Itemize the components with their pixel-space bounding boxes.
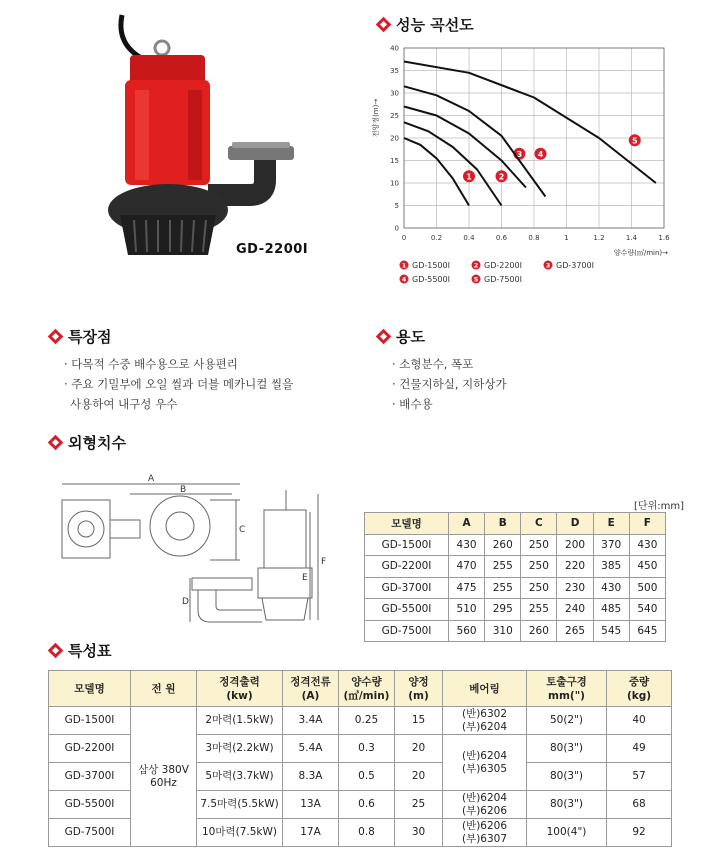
specs-heading: [50, 640, 111, 661]
diamond-icon: [48, 329, 64, 345]
features-heading-text: 특장점: [68, 328, 112, 346]
cell: 370: [593, 534, 629, 556]
usage-item: · 소형분수, 폭포: [392, 357, 474, 371]
spec-col-weight-1: 중량: [628, 675, 650, 688]
cell-output: 10마력(7.5kW): [197, 819, 283, 847]
cell-outlet: 100(4"): [527, 819, 607, 847]
series-line: [404, 122, 502, 205]
dim-label-e: E: [302, 573, 308, 583]
y-tick-label: 20: [390, 134, 399, 143]
table-row: [49, 707, 672, 735]
cell-outlet: 80(3"): [527, 763, 607, 791]
table-header-row: [49, 671, 672, 707]
features-list: [64, 354, 293, 414]
cell-flow: 0.3: [339, 735, 395, 763]
cell: 220: [557, 556, 593, 578]
spec-col-bearing: 베어링: [443, 671, 527, 707]
dimension-table: [364, 512, 666, 642]
cell: 250: [521, 534, 557, 556]
bearing-line: (부)6307: [461, 832, 508, 845]
x-tick-label: 1: [564, 234, 569, 242]
table-header-row: [365, 513, 666, 535]
cell-model: GD-5500Ⅰ: [49, 791, 131, 819]
cell-bearing: [443, 707, 527, 735]
cell-bearing: [443, 735, 527, 791]
cell: 475: [449, 577, 485, 599]
cell-head: 20: [395, 735, 443, 763]
series-marker-label: 3: [516, 149, 523, 159]
series-marker-label: 2: [498, 172, 505, 182]
spec-col-output: [197, 671, 283, 707]
cell: 260: [485, 534, 521, 556]
legend-marker-label: 3: [545, 261, 551, 270]
x-axis-label: 양수량(㎥/min)→: [613, 249, 668, 257]
x-tick-label: 0.2: [430, 234, 443, 242]
cell-head: 20: [395, 763, 443, 791]
bearing-line: (반)6204: [461, 791, 508, 804]
bearing-line: (부)6206: [461, 804, 508, 817]
series-marker-label: 1: [466, 172, 472, 182]
spec-col-weight: [607, 671, 672, 707]
diamond-icon: [48, 643, 64, 659]
cell-head: 25: [395, 791, 443, 819]
cell-power: [131, 707, 197, 847]
cell: 645: [629, 620, 665, 642]
cell-weight: 57: [607, 763, 672, 791]
cell: 560: [449, 620, 485, 642]
y-tick-label: 25: [390, 112, 399, 120]
spec-col-flow-2: (㎥/min): [343, 689, 390, 702]
legend-marker-label: 4: [401, 275, 407, 284]
cell-weight: 40: [607, 707, 672, 735]
spec-col-outlet: [527, 671, 607, 707]
series-line: [404, 86, 545, 196]
table-row: [365, 599, 666, 621]
cell-output: 2마력(1.5kW): [197, 707, 283, 735]
series-marker-label: 4: [537, 149, 544, 159]
diamond-icon: [48, 435, 64, 451]
spec-col-current-2: (A): [301, 689, 320, 702]
dimension-drawing: [40, 470, 340, 640]
cell: 295: [485, 599, 521, 621]
cell: 430: [593, 577, 629, 599]
cell: 260: [521, 620, 557, 642]
spec-table: [48, 670, 672, 847]
cell: 470: [449, 556, 485, 578]
y-tick-label: 30: [390, 89, 399, 98]
dim-col-b: B: [485, 513, 521, 535]
unit-label: [단위:mm]: [634, 501, 684, 512]
cell: GD-2200Ⅰ: [365, 556, 449, 578]
x-tick-label: 1.2: [593, 234, 605, 242]
cell: 510: [449, 599, 485, 621]
cell-flow: 0.8: [339, 819, 395, 847]
diamond-icon: [376, 329, 392, 345]
cell: 200: [557, 534, 593, 556]
pump-photo: [100, 10, 330, 270]
bearing-line: (부)6204: [461, 720, 508, 733]
spec-col-head-1: 양정: [408, 675, 429, 688]
legend-entry: GD-3700Ⅰ: [556, 261, 594, 270]
spec-col-model: 모델명: [49, 671, 131, 707]
cell-flow: 0.6: [339, 791, 395, 819]
cell-model: GD-2200Ⅰ: [49, 735, 131, 763]
dim-label-b: B: [180, 485, 187, 495]
feature-item: · 주요 기밀부에 오일 씰과 더블 메카니컬 씰을: [64, 377, 294, 391]
pump-model-label: GD-2200Ⅰ: [236, 242, 309, 257]
features-heading: [50, 326, 111, 347]
dim-col-e: E: [593, 513, 629, 535]
cell: 230: [557, 577, 593, 599]
cell-outlet: 80(3"): [527, 735, 607, 763]
usage-item: · 배수용: [392, 397, 433, 411]
cell-head: 15: [395, 707, 443, 735]
cell-weight: 49: [607, 735, 672, 763]
cell-weight: 92: [607, 819, 672, 847]
cell-output: 5마력(3.7kW): [197, 763, 283, 791]
x-tick-label: 1.4: [625, 234, 638, 242]
cell-current: 8.3A: [283, 763, 339, 791]
legend-marker-label: 2: [473, 261, 479, 270]
cell: GD-1500Ⅰ: [365, 534, 449, 556]
dim-label-f: F: [321, 557, 327, 567]
spec-col-head: [395, 671, 443, 707]
table-row: [365, 534, 666, 556]
cell-model: GD-7500Ⅰ: [49, 819, 131, 847]
table-row: [365, 620, 666, 642]
cell: 540: [629, 599, 665, 621]
y-tick-label: 35: [390, 67, 399, 75]
cell-head: 30: [395, 819, 443, 847]
dim-col-d: D: [557, 513, 593, 535]
cell: GD-3700Ⅰ: [365, 577, 449, 599]
performance-heading-text: 성능 곡선도: [396, 16, 474, 34]
bearing-line: (반)6302: [461, 707, 508, 720]
dim-col-a: A: [449, 513, 485, 535]
power-line-2: 60Hz: [150, 776, 177, 789]
spec-col-power: 전 원: [131, 671, 197, 707]
spec-col-current: [283, 671, 339, 707]
cell: 250: [521, 577, 557, 599]
cell-current: 17A: [283, 819, 339, 847]
cell: GD-7500Ⅰ: [365, 620, 449, 642]
spec-col-flow-1: 양수량: [351, 675, 382, 688]
performance-heading: [378, 14, 474, 35]
y-tick-label: 40: [390, 44, 399, 53]
cell-weight: 68: [607, 791, 672, 819]
y-tick-label: 0: [394, 224, 399, 233]
spec-col-weight-2: (kg): [626, 689, 652, 702]
dim-col-c: C: [521, 513, 557, 535]
cell: 250: [521, 556, 557, 578]
x-tick-label: 0.8: [528, 234, 540, 242]
cell-current: 3.4A: [283, 707, 339, 735]
performance-chart: [360, 38, 690, 308]
cell: 255: [521, 599, 557, 621]
cell: 485: [593, 599, 629, 621]
usage-heading-text: 용도: [396, 328, 425, 346]
diamond-icon: [376, 17, 392, 33]
cell-outlet: 80(3"): [527, 791, 607, 819]
legend-marker-label: 5: [473, 275, 479, 284]
y-axis-label: 전양정(m)→: [372, 98, 380, 138]
series-marker-label: 5: [631, 136, 638, 146]
power-line-1: 삼상 380V: [138, 763, 189, 776]
x-tick-label: 0.4: [463, 234, 475, 242]
cell: 430: [449, 534, 485, 556]
cell-current: 5.4A: [283, 735, 339, 763]
cell: 450: [629, 556, 665, 578]
spec-col-output-2: (kw): [226, 689, 253, 702]
cell-bearing: [443, 791, 527, 819]
cell: 240: [557, 599, 593, 621]
cell: GD-5500Ⅰ: [365, 599, 449, 621]
bearing-line: (반)6204: [461, 749, 508, 762]
spec-col-flow: [339, 671, 395, 707]
dim-label-d: D: [182, 597, 189, 607]
dim-label-a: A: [148, 474, 155, 484]
cell-model: GD-1500Ⅰ: [49, 707, 131, 735]
legend-entry: GD-5500Ⅰ: [412, 275, 450, 284]
cell: 545: [593, 620, 629, 642]
feature-item: 사용하여 내구성 우수: [70, 397, 178, 411]
dimensions-heading-text: 외형치수: [68, 434, 126, 452]
spec-col-output-1: 정격출력: [219, 675, 260, 688]
dim-col-f: F: [629, 513, 665, 535]
legend-entry: GD-7500Ⅰ: [484, 275, 522, 284]
dim-label-c: C: [239, 525, 246, 535]
spec-col-outlet-2: mm("): [548, 689, 585, 702]
x-tick-label: 0.6: [495, 234, 508, 242]
usage-item: · 건물지하실, 지하상가: [392, 377, 507, 391]
cell-model: GD-3700Ⅰ: [49, 763, 131, 791]
cell: 255: [485, 577, 521, 599]
dim-col-model: 모델명: [365, 513, 449, 535]
spec-col-current-1: 정격전류: [290, 675, 331, 688]
dimensions-heading: [50, 432, 126, 453]
cell: 385: [593, 556, 629, 578]
y-tick-label: 15: [390, 157, 399, 165]
usage-heading: [378, 326, 425, 347]
y-tick-label: 5: [394, 202, 399, 210]
cell: 430: [629, 534, 665, 556]
cell-bearing: [443, 819, 527, 847]
cell-outlet: 50(2"): [527, 707, 607, 735]
table-row: [365, 556, 666, 578]
legend-entry: GD-2200Ⅰ: [484, 261, 522, 270]
cell-output: 3마력(2.2kW): [197, 735, 283, 763]
cell: 255: [485, 556, 521, 578]
x-tick-label: 1.6: [658, 234, 670, 242]
x-tick-label: 0: [401, 234, 407, 242]
specs-heading-text: 특성표: [68, 642, 112, 660]
feature-item: · 다목적 수중 배수용으로 사용편리: [64, 357, 238, 371]
table-row: [365, 577, 666, 599]
cell-output: 7.5마력(5.5kW): [197, 791, 283, 819]
cell-flow: 0.25: [339, 707, 395, 735]
legend-marker-label: 1: [401, 261, 407, 270]
spec-col-head-2: (m): [408, 689, 429, 702]
cell: 310: [485, 620, 521, 642]
spec-col-outlet-1: 토출구경: [546, 675, 587, 688]
bearing-line: (부)6305: [461, 762, 508, 775]
y-tick-label: 10: [390, 179, 399, 188]
cell-current: 13A: [283, 791, 339, 819]
cell: 265: [557, 620, 593, 642]
legend-entry: GD-1500Ⅰ: [412, 261, 450, 270]
usage-list: [392, 354, 507, 414]
bearing-line: (반)6206: [461, 819, 508, 832]
cell: 500: [629, 577, 665, 599]
cell-flow: 0.5: [339, 763, 395, 791]
